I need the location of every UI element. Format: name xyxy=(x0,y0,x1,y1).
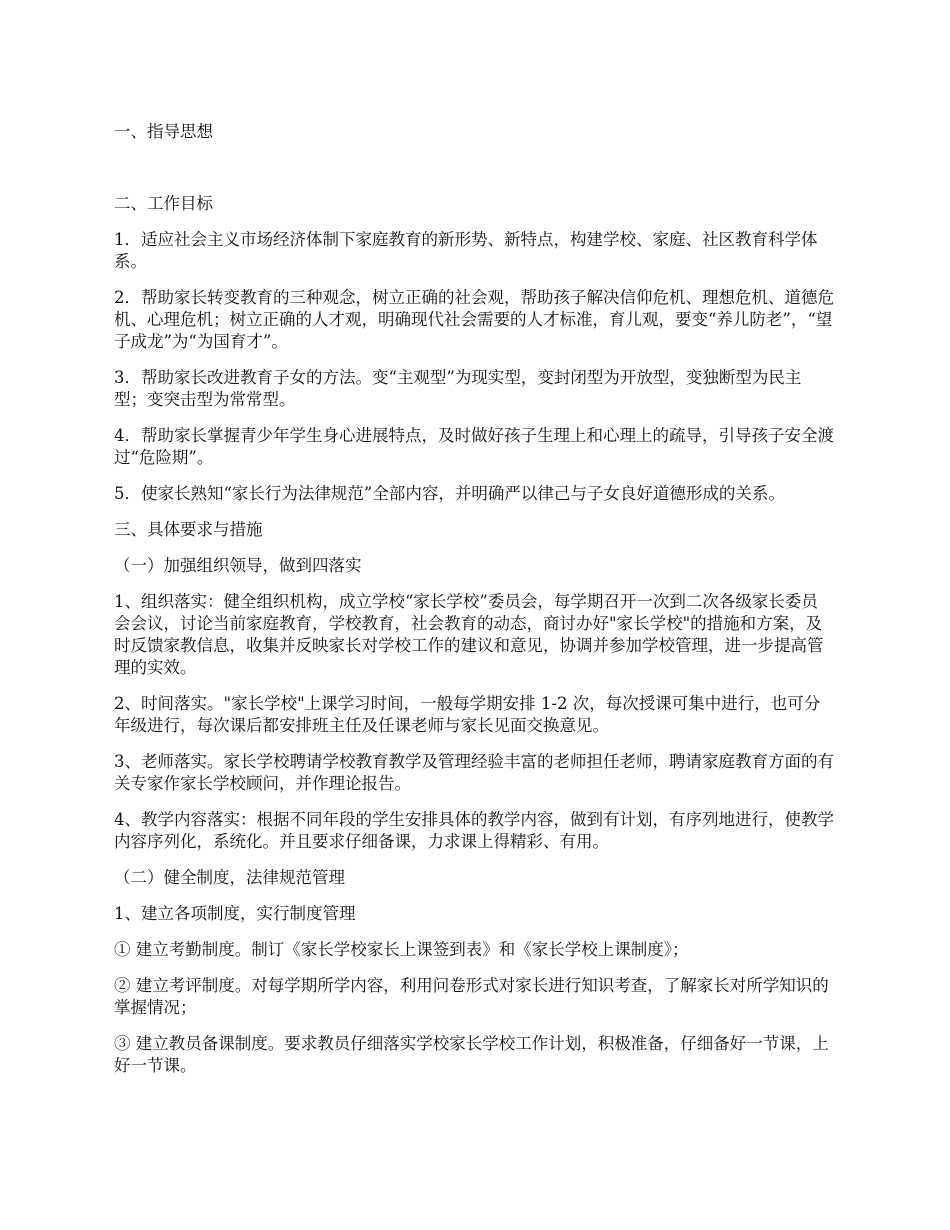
paragraph-org-3: 3、老师落实。家长学校聘请学校教育教学及管理经验丰富的老师担任老师，聘请家庭教育方面的有关专家作家长学校顾问，并作理论报告。 xyxy=(114,752,834,793)
paragraph-goal-3: 3．帮助家长改进教育子女的方法。变“主观型”为现实型，变封闭型为开放型，变独断型为民主型；变突击型为常常型。 xyxy=(114,368,802,409)
subsection-heading-organization: （一）加强组织领导，做到四落实 xyxy=(114,556,362,575)
paragraph-system-1a: ① 建立考勤制度。制订《家长学校家长上课签到表》和《家长学校上课制度》； xyxy=(114,940,689,959)
paragraph-system-1: 1、建立各项制度，实行制度管理 xyxy=(114,904,356,923)
section-heading-work-goals: 二、工作目标 xyxy=(114,194,213,213)
document-body xyxy=(114,121,834,1091)
paragraph-goal-5: 5．使家长熟知“家长行为法律规范”全部内容，并明确严以律己与子女良好道德形成的关系。 xyxy=(114,484,785,503)
paragraph-system-1b: ② 建立考评制度。对每学期所学内容，利用问卷形式对家长进行知识考查，了解家长对所学知识的掌握情况； xyxy=(114,976,829,1017)
paragraph-org-1: 1、组织落实：健全组织机构，成立学校“家长学校”委员会，每学期召开一次到二次各级家长委员会会议，讨论当前家庭教育，学校教育，社会教育的动态，商讨办好"家长学校"的措施和方案，及时反馈家教信息，收集并反映家长对学校工作的建议和意见，协调并参加学校管理，进一步提高管理的实效。 xyxy=(114,592,824,677)
paragraph-org-4: 4、教学内容落实：根据不同年段的学生安排具体的教学内容，做到有计划，有序列地进行，使教学内容序列化，系统化。并且要求仔细备课，力求课上得精彩、有用。 xyxy=(114,810,834,851)
section-heading-requirements: 三、具体要求与措施 xyxy=(114,520,263,539)
subsection-heading-system: （二）健全制度，法律规范管理 xyxy=(114,868,345,887)
paragraph-org-2: 2、时间落实。"家长学校"上课学习时间，一般每学期安排 1-2 次，每次授课可集中进行，也可分年级进行，每次课后都安排班主任及任课老师与家长见面交换意见。 xyxy=(114,694,821,735)
paragraph-goal-4: 4．帮助家长掌握青少年学生身心进展特点，及时做好孩子生理上和心理上的疏导，引导孩子安全渡过“危险期”。 xyxy=(114,426,834,467)
paragraph-goal-2: 2．帮助家长转变教育的三种观念，树立正确的社会观，帮助孩子解决信仰危机、理想危机、道德危机、心理危机；树立正确的人才观，明确现代社会需要的人才标准，育儿观，要变“养儿防老”，“望子成龙”为“为国育才”。 xyxy=(114,288,834,351)
paragraph-goal-1: 1．适应社会主义市场经济体制下家庭教育的新形势、新特点，构建学校、家庭、社区教育科学体系。 xyxy=(114,230,818,271)
section-heading-guiding-ideology: 一、指导思想 xyxy=(114,122,213,141)
paragraph-system-1c: ③ 建立教员备课制度。要求教员仔细落实学校家长学校工作计划，积极准备，仔细备好一节课，上好一节课。 xyxy=(114,1034,829,1075)
